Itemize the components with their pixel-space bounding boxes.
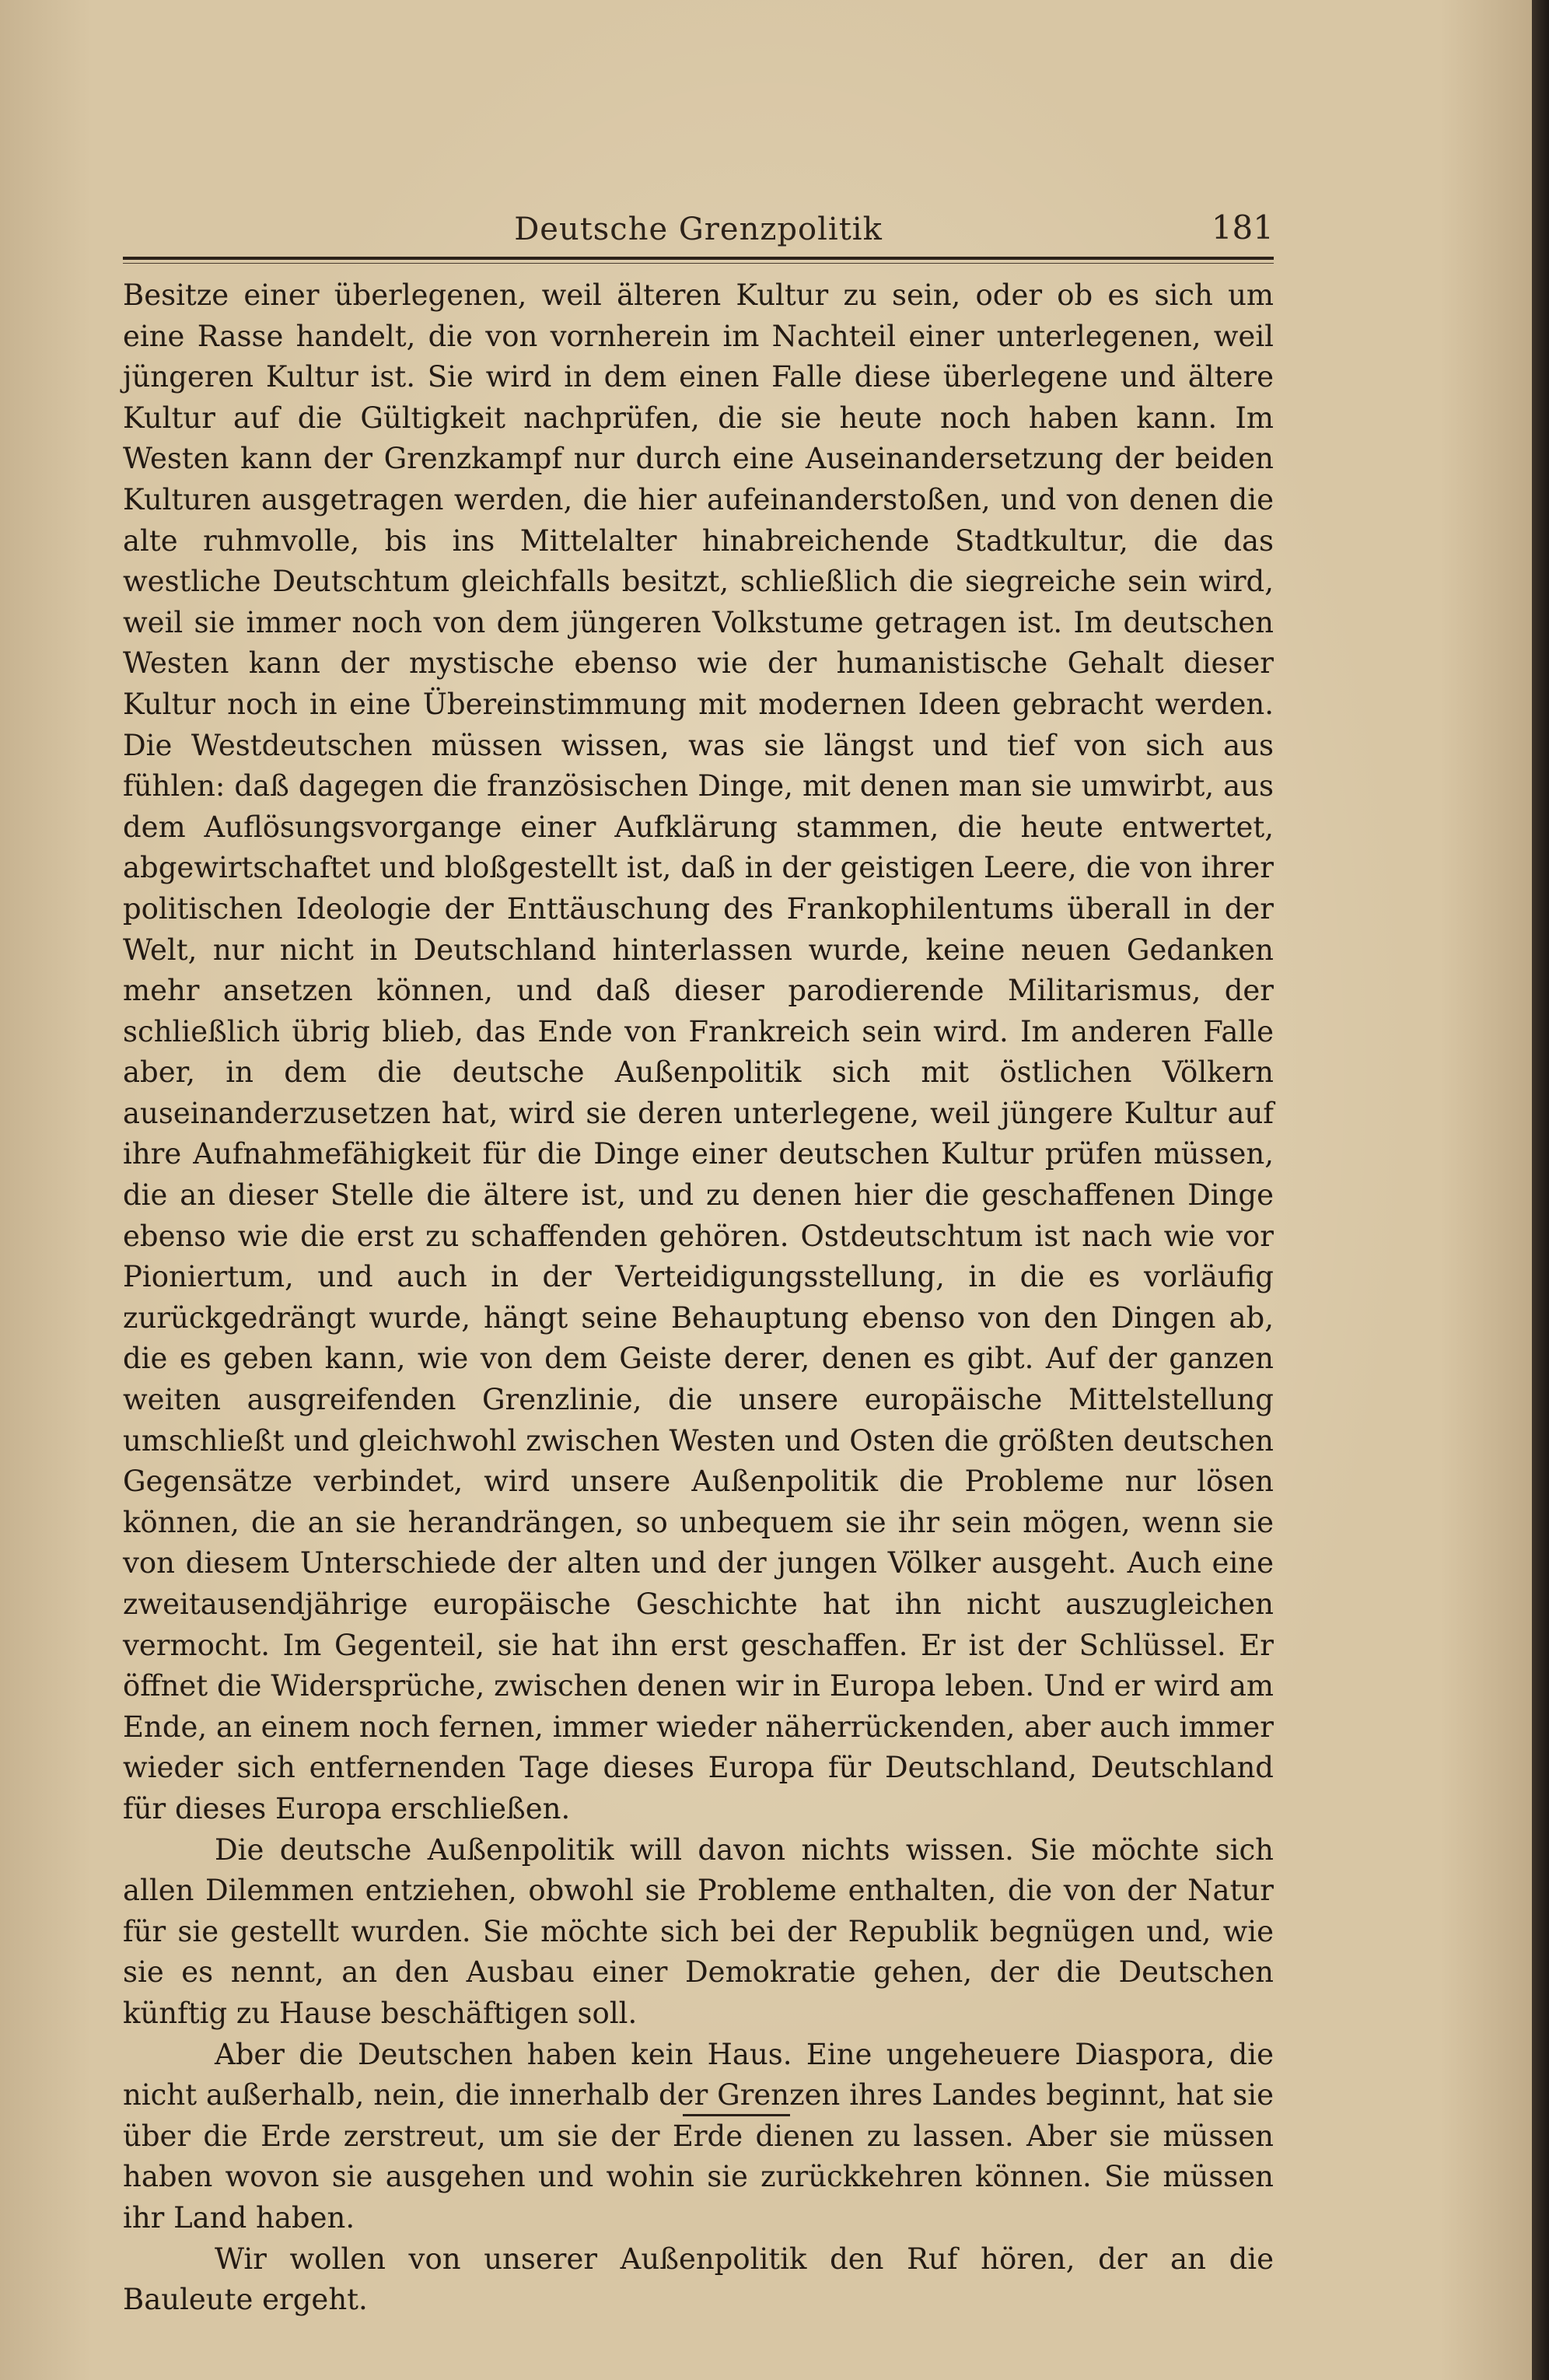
paragraph-4: Wir wollen von unserer Außenpolitik den Ruf hören, der an die Bauleute ergeht. [123,2242,1274,2317]
running-header [123,205,1274,260]
paragraph-1: Besitze einer überlegenen, weil älteren Kultur zu sein, oder ob es sich um eine Rasse handelt, die von vornherein im Nachteil einer unterlegenen, weil jüngeren Kultur ist. Sie wird in dem einen Falle diese überlegene und ältere Kultur auf die Gültigkeit nachprüfen, die sie heute noch haben kann. Im Westen kann der Grenzkampf nur durch eine Auseinandersetzung der beiden Kulturen ausgetragen werden, die hier aufeinanderstoßen, und von denen die alte ruhmvolle, bis ins Mittelalter hinabreichende Stadtkultur, die das westliche Deutschtum gleichfalls besitzt, schließlich die siegreiche sein wird, weil sie immer noch von dem jüngeren Volkstume getragen ist. Im deutschen Westen kann der mystische ebenso wie der humanistische Gehalt dieser Kultur noch in eine Übereinstimmung mit modernen Ideen gebracht werden. Die Westdeutschen müssen wissen, was sie längst und tief von sich aus fühlen: daß dagegen die französischen Dinge, mit denen man sie umwirbt, aus dem Auflösungsvorgange einer Aufklärung stammen, die heute entwertet, abgewirtschaftet und bloßgestellt ist, daß in der geistigen Leere, die von ihrer politischen Ideologie der Enttäuschung des Frankophilentums überall in der Welt, nur nicht in Deutschland hinterlassen wurde, keine neuen Gedanken mehr ansetzen können, und daß dieser parodierende Militarismus, der schließlich übrig blieb, das Ende von Frankreich sein wird. Im anderen Falle aber, in dem die deutsche Außenpolitik sich mit östlichen Völkern auseinanderzusetzen hat, wird sie deren unterlegene, weil jüngere Kultur auf ihre Aufnahmefähigkeit für die Dinge einer deutschen Kultur prüfen müssen, die an dieser Stelle die ältere ist, und zu denen hier die geschaffenen Dinge ebenso wie die erst zu schaffenden gehören. Ostdeutschtum ist nach wie vor Pioniertum, und auch in der Verteidigungsstellung, in die es vorläufig zurückgedrängt wurde, hängt seine Behauptung ebenso von den Dingen ab, die es geben kann, wie von dem Geiste derer, denen es gibt. Auf der ganzen weiten ausgreifenden Grenzlinie, die unsere europäische Mittelstellung umschließt und gleichwohl zwischen Westen und Osten die größten deutschen Gegensätze verbindet, wird unsere Außenpolitik die Probleme nur lösen können, die an sie herandrängen, so unbequem sie ihr sein mögen, wenn sie von diesem Unterschiede der alten und der jungen Völker ausgeht. Auch eine zweitausendjährige europäische Geschichte hat ihn nicht auszugleichen vermocht. Im Gegenteil, sie hat ihn erst geschaffen. Er ist der Schlüssel. Er öffnet die Widersprüche, zwischen denen wir in Europa leben. Und er wird am Ende, an einem noch fernen, immer wieder näherrückenden, aber auch immer wieder sich entfernenden Tage dieses Europa für Deutschland, Deutschland für dieses Europa erschließen. [123,278,1274,1825]
body-text [123,275,1274,2317]
header-rule-thin [123,263,1274,264]
running-title: Deutsche Grenzpolitik [514,212,883,247]
header-rule [123,257,1274,260]
page-edge [1532,0,1549,2380]
paragraph-2: Die deutsche Außenpolitik will davon nichts wissen. Sie möchte sich allen Dilemmen entziehen, obwohl sie Probleme enthalten, die von der Natur für sie gestellt wurden. Sie möchte sich bei der Republik begnügen und, wie sie es nennt, an den Ausbau einer Demokratie gehen, der die Deutschen künftig zu Hause beschäftigen soll. [123,1832,1274,2030]
end-rule [683,2114,790,2116]
page-number: 181 [1211,208,1274,247]
paragraph-3: Aber die Deutschen haben kein Haus. Eine ungeheuere Diaspora, die nicht außerhalb, nein, die innerhalb der Grenzen ihres Landes beginnt, hat sie über die Erde zerstreut, um sie der Erde dienen zu lassen. Aber sie müssen haben wovon sie ausgehen und wohin sie zurückkehren können. Sie müssen ihr Land haben. [123,2037,1274,2235]
